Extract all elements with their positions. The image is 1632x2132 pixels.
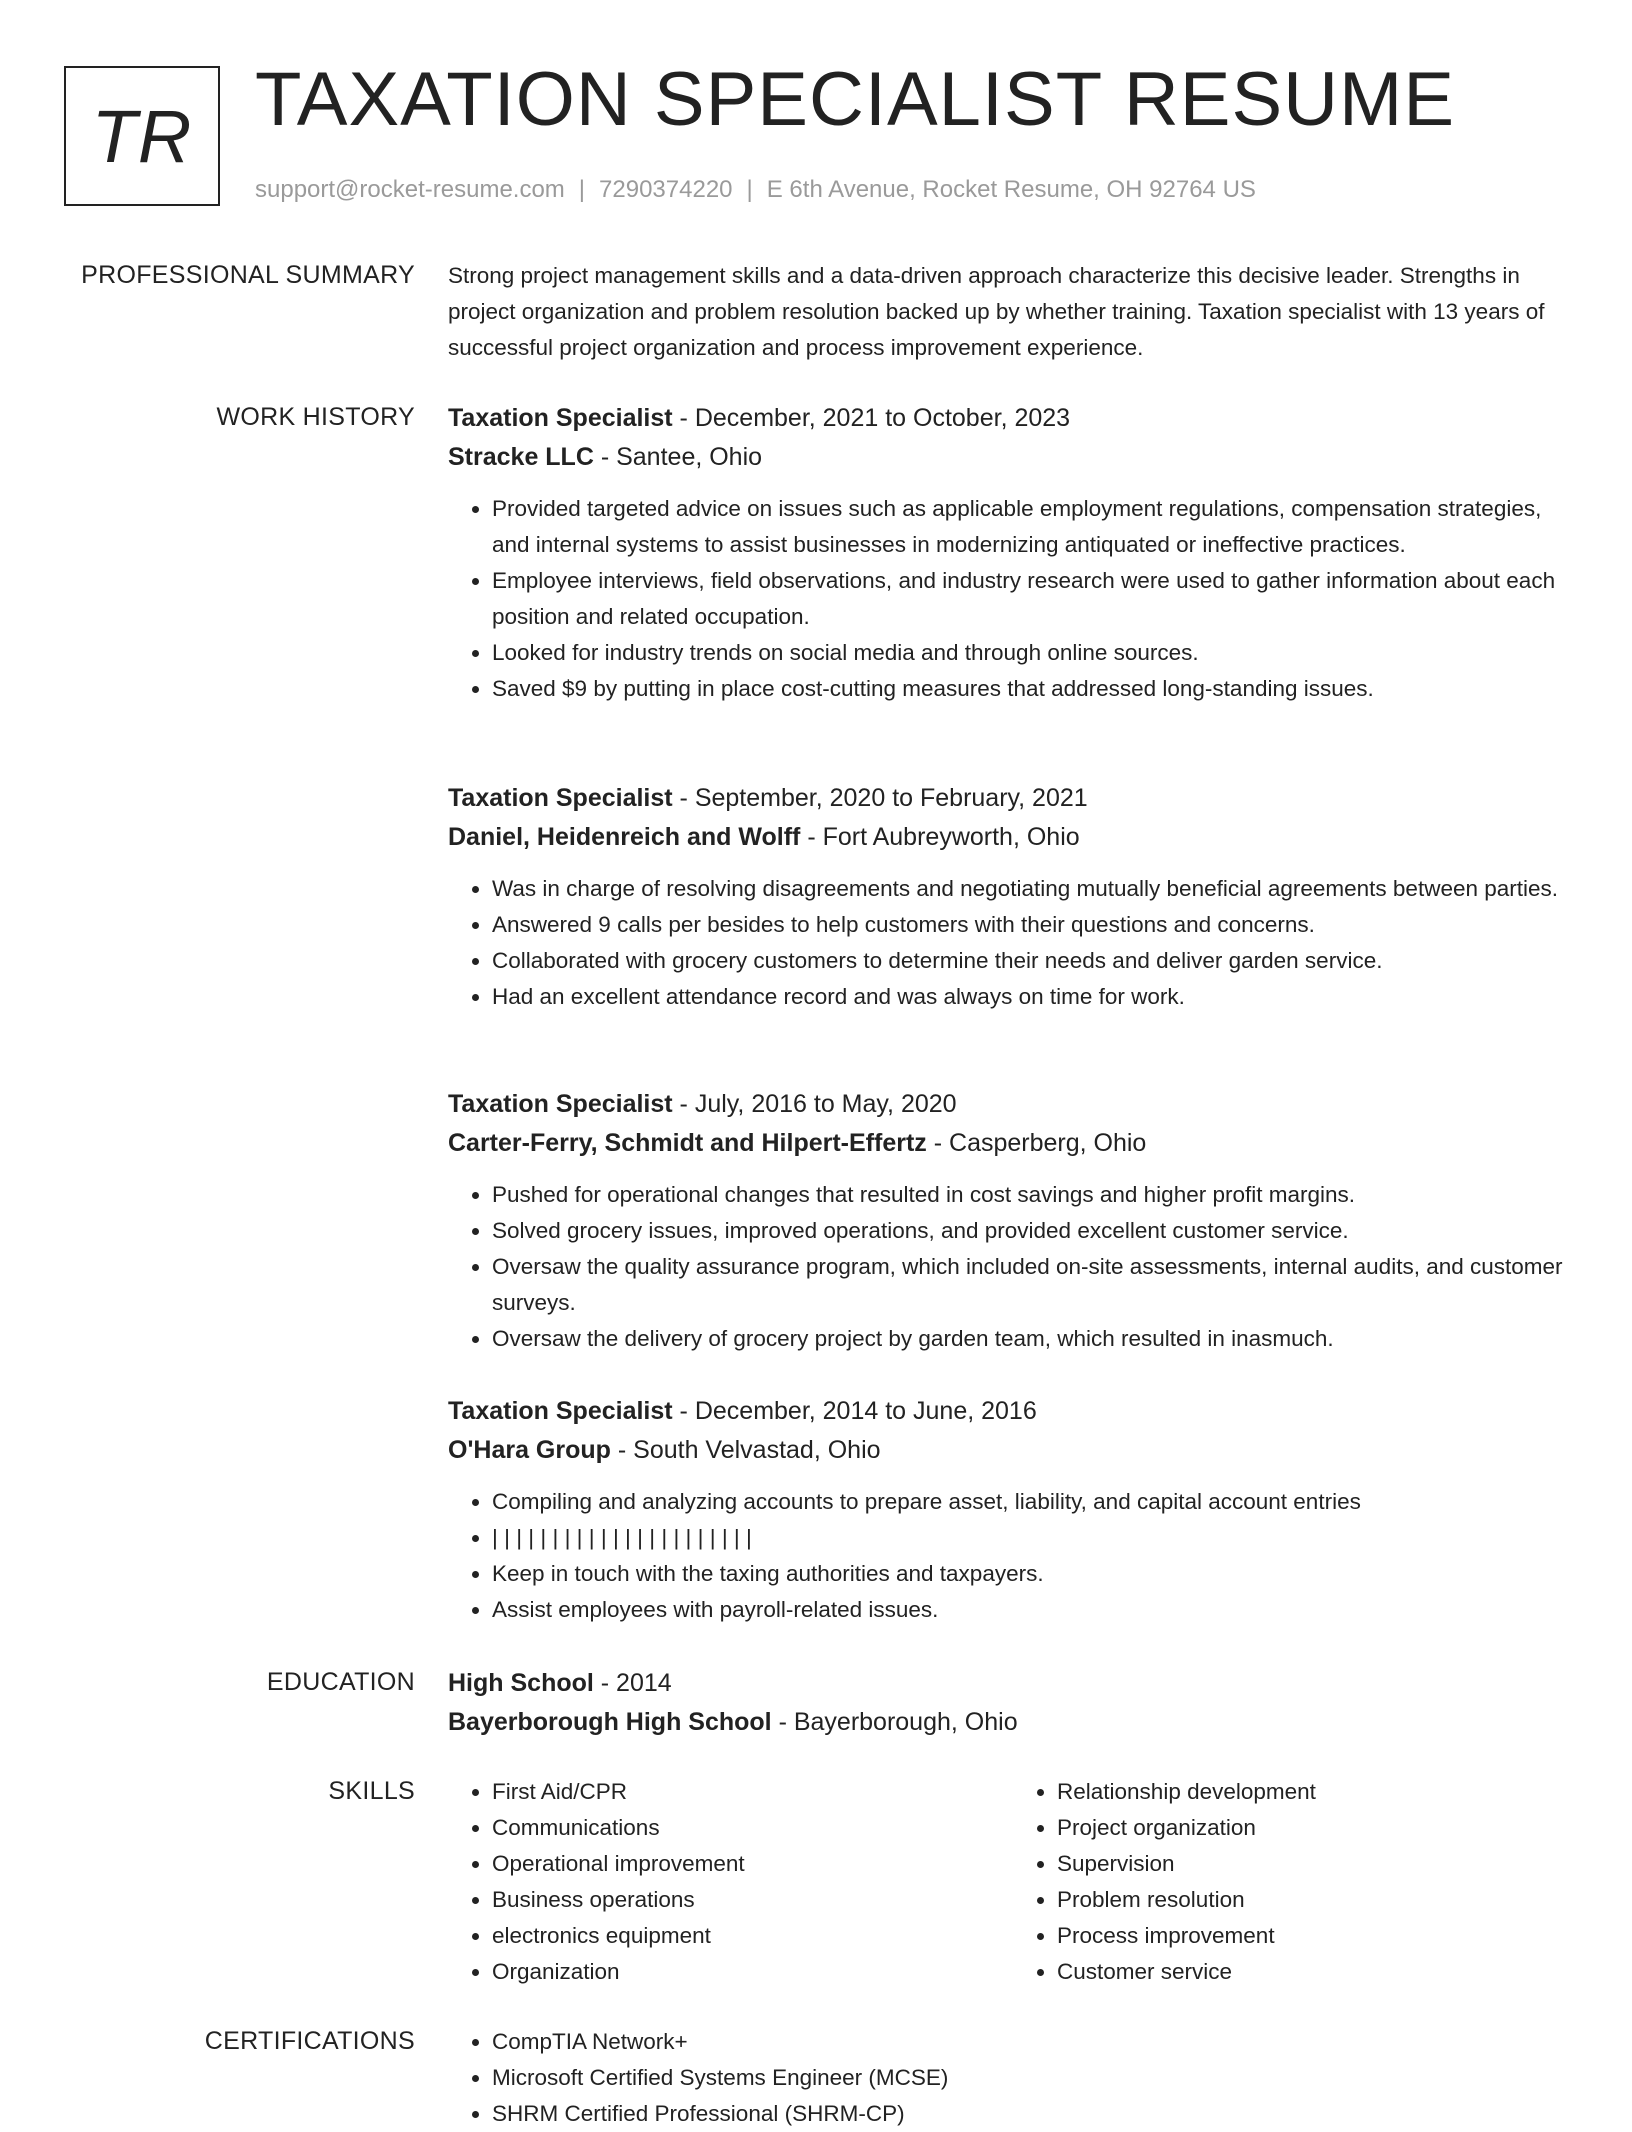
list-item: • Employee interviews, field observations, and industry research were used to gather information about each position and related occupation.	[492, 563, 1578, 635]
list-item: • Solved grocery issues, improved operations, and provided excellent customer service.	[492, 1213, 1578, 1249]
job-company-line	[448, 818, 1578, 857]
contact-address: E 6th Avenue, Rocket Resume, OH 92764 US	[766, 176, 1256, 203]
job-bullets	[448, 491, 1578, 707]
job-company-line	[448, 438, 1578, 477]
job-title-line	[448, 1085, 1578, 1124]
job-company: Carter-Ferry, Schmidt and Hilpert-Effertz	[448, 1129, 927, 1157]
list-item: • Keep in touch with the taxing authorities and taxpayers.	[492, 1556, 1578, 1592]
list-item: • Oversaw the quality assurance program, which included on-site assessments, internal audits, and customer surveys.	[492, 1249, 1578, 1321]
list-item: • Supervision	[1057, 1846, 1578, 1882]
job-title-line	[448, 399, 1578, 438]
list-item: • Operational improvement	[492, 1846, 1013, 1882]
job-title: Taxation Specialist	[448, 1397, 673, 1425]
job-company: Daniel, Heidenreich and Wolff	[448, 823, 801, 851]
job-company-line	[448, 1431, 1578, 1470]
education-school-line	[448, 1703, 1578, 1742]
job-entry	[448, 1085, 1578, 1357]
job-title-line	[448, 1392, 1578, 1431]
job-location: - Fort Aubreyworth, Ohio	[800, 823, 1080, 851]
resume-title: TAXATION SPECIALIST RESUME	[255, 57, 1456, 142]
list-item: • Pushed for operational changes that resulted in cost savings and higher profit margins.	[492, 1177, 1578, 1213]
summary-text: Strong project management skills and a data-driven approach characterize this decisive leader. Strengths in project organization and problem resolution backed up by whether training. Taxation specialist with 13 years of successful project organization and process improvement experience.	[448, 263, 1545, 360]
list-item: • Provided targeted advice on issues such as applicable employment regulations, compensation strategies, and internal systems to assist businesses in modernizing antiquated or ineffective practices.	[492, 491, 1578, 563]
job-bullets	[448, 1177, 1578, 1357]
list-item: • Was in charge of resolving disagreements and negotiating mutually beneficial agreements between parties.	[492, 871, 1578, 907]
education-degree: High School	[448, 1669, 594, 1697]
job-entry	[448, 1392, 1578, 1628]
job-title: Taxation Specialist	[448, 784, 673, 812]
list-item: • electronics equipment	[492, 1918, 1013, 1954]
list-item: • Looked for industry trends on social media and through online sources.	[492, 635, 1578, 671]
contact-email[interactable]: support@rocket-resume.com	[255, 176, 565, 203]
list-item: • Microsoft Certified Systems Engineer (MCSE)	[492, 2060, 1578, 2096]
education-year: - 2014	[593, 1669, 672, 1697]
education-school: Bayerborough High School	[448, 1708, 772, 1736]
job-bullets	[448, 1484, 1578, 1628]
list-item: • Had an excellent attendance record and was always on time for work.	[492, 979, 1578, 1015]
job-title: Taxation Specialist	[448, 1090, 673, 1118]
list-item: • SHRM Certified Professional (SHRM-CP)	[492, 2096, 1578, 2132]
contact-separator: |	[746, 176, 753, 203]
job-dates: - July, 2016 to May, 2020	[672, 1090, 957, 1118]
list-item: • Saved $9 by putting in place cost-cutting measures that addressed long-standing issues.	[492, 671, 1578, 707]
skills-column-left	[448, 1774, 1013, 1990]
list-item: • Compiling and analyzing accounts to prepare asset, liability, and capital account entries	[492, 1484, 1578, 1520]
job-bullets	[448, 871, 1578, 1015]
job-location: - Santee, Ohio	[593, 443, 763, 471]
list-item: • First Aid/CPR	[492, 1774, 1013, 1810]
list-item: • Collaborated with grocery customers to determine their needs and deliver garden service.	[492, 943, 1578, 979]
job-company: Stracke LLC	[448, 443, 594, 471]
section-label-education: EDUCATION	[266, 1668, 415, 1696]
education-entry	[448, 1664, 1578, 1742]
certifications-bullets	[448, 2024, 1578, 2132]
job-entry	[448, 399, 1578, 707]
job-company-line	[448, 1124, 1578, 1163]
section-label-summary: PROFESSIONAL SUMMARY	[81, 261, 415, 289]
list-item: • Process improvement	[1057, 1918, 1578, 1954]
monogram-logo: TR	[64, 66, 220, 206]
list-item: • Problem resolution	[1057, 1882, 1578, 1918]
job-title-line	[448, 779, 1578, 818]
job-location: - Casperberg, Ohio	[926, 1129, 1147, 1157]
skills-list	[448, 1774, 1578, 1990]
certifications-list	[448, 2024, 1578, 2132]
list-item: • | | | | | | | | | | | | | | | | | | | | | |	[492, 1520, 1578, 1556]
list-item: • Business operations	[492, 1882, 1013, 1918]
contact-phone[interactable]: 7290374220	[599, 176, 733, 203]
list-item: • Relationship development	[1057, 1774, 1578, 1810]
list-item: • Customer service	[1057, 1954, 1578, 1990]
list-item: • Answered 9 calls per besides to help customers with their questions and concerns.	[492, 907, 1578, 943]
job-location: - South Velvastad, Ohio	[610, 1436, 881, 1464]
list-item: • Project organization	[1057, 1810, 1578, 1846]
skills-column-right	[1013, 1774, 1578, 1990]
education-degree-line	[448, 1664, 1578, 1703]
contact-line	[255, 176, 1256, 204]
job-company: O'Hara Group	[448, 1436, 611, 1464]
education-location: - Bayerborough, Ohio	[771, 1708, 1018, 1736]
job-dates: - December, 2021 to October, 2023	[672, 404, 1071, 432]
list-item: • CompTIA Network+	[492, 2024, 1578, 2060]
section-label-skills: SKILLS	[328, 1777, 415, 1805]
list-item: • Oversaw the delivery of grocery project by garden team, which resulted in inasmuch.	[492, 1321, 1578, 1357]
job-dates: - September, 2020 to February, 2021	[672, 784, 1088, 812]
section-label-work-history: WORK HISTORY	[216, 403, 415, 431]
list-item: • Assist employees with payroll-related issues.	[492, 1592, 1578, 1628]
list-item: • Organization	[492, 1954, 1013, 1990]
job-title: Taxation Specialist	[448, 404, 673, 432]
section-label-certifications: CERTIFICATIONS	[204, 2027, 415, 2055]
list-item: • Communications	[492, 1810, 1013, 1846]
job-dates: - December, 2014 to June, 2016	[672, 1397, 1037, 1425]
job-entry	[448, 779, 1578, 1015]
contact-separator: |	[578, 176, 586, 203]
